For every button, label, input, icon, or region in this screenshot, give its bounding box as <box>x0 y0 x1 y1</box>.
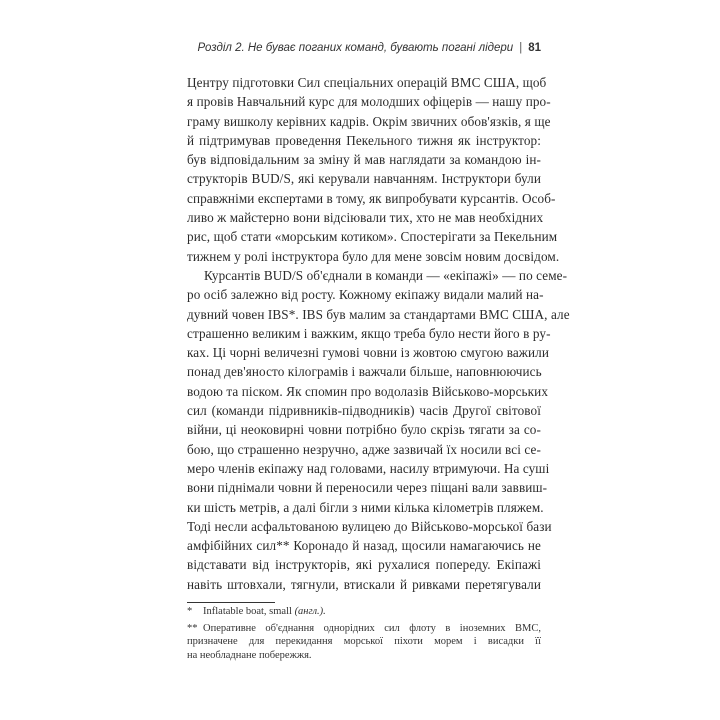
text-line: граму вишколу керівних кадрів. Окрім звичних обов'язків, я ще <box>187 113 551 129</box>
footnote-line: на необладнане побережжя. <box>187 649 312 661</box>
page-number: 81 <box>528 42 541 54</box>
text-line: відставати від інструкторів, які рухалися попереду. Екіпажі <box>187 557 541 573</box>
text-line: ливо ж майстерно вони відсіювали тих, хто не мав необхідних <box>187 210 544 226</box>
text-line: справжніми експертами в тому, як випробувати курсантів. Особ- <box>187 190 556 206</box>
text-line: бою, що страшенно незручно, адже зазвичай їх носили всі се- <box>187 441 541 457</box>
footnote-text: Inflatable boat, small <box>203 606 292 617</box>
text-line: навіть штовхали, тягнули, втискали й ривками перетягували <box>187 576 541 592</box>
header-separator: | <box>519 42 523 54</box>
footnote-divider <box>187 602 275 603</box>
chapter-title: Розділ 2. Не буває поганих команд, бувають погані лідери <box>197 42 514 54</box>
running-header <box>187 42 541 54</box>
footnote-line: призначене для перекидання морської піхоти морем і висадки її <box>187 636 541 648</box>
text-line: ках. Ці чорні величезні гумові човни із жовтою смугою важили <box>187 345 550 361</box>
text-line: водою та піском. Як спомин про водолазів Військово-морських <box>187 383 549 399</box>
text-line: війни, ці неоковирні човни потрібно було скрізь тягати за со- <box>187 422 541 438</box>
text-line: сил (команди підривників-підводників) часів Другої світової <box>187 403 541 419</box>
text-line: меро членів екіпажу над головами, насилу втримуючи. На суші <box>187 460 550 476</box>
footnote-1 <box>187 605 541 618</box>
text-line: ки шість метрів, а далі бігли з ними кілька кілометрів пляжем. <box>187 499 544 515</box>
footnote-mark: * <box>187 606 193 617</box>
text-line: рис, щоб стати «морським котиком». Спостерігати за Пекельним <box>187 229 558 245</box>
text-line: понад дев'яносто кілограмів і важчали більше, наповнюючись <box>187 364 542 380</box>
body-text <box>187 73 570 594</box>
text-line: тижнем у ролі інструктора було для мене зовсім новим досвідом. <box>187 248 560 264</box>
text-line: вони піднімали човни й переносили через піщані вали заввиш- <box>187 480 548 496</box>
text-line: Центру підготовки Сил спеціальних операцій ВМС США, щоб <box>187 75 547 90</box>
footnote-note: (англ.). <box>294 606 326 617</box>
text-line: ро осіб залежно від росту. Кожному екіпажу видали малий на- <box>187 287 544 303</box>
text-line: дувний човен IBS*. IBS був малим за стандартами ВМС США, але <box>187 306 570 322</box>
footnote-line: ** Оперативне об'єднання однорідних сил флоту в іноземних ВМС, <box>187 623 541 634</box>
text-line: Курсантів BUD/S об'єднали в команди — «екіпажі» — по семе- <box>204 267 568 283</box>
text-line: страшенно великим і важким, якщо треба було нести його в ру- <box>187 325 551 341</box>
text-line: й підтримував проведення Пекельного тижня як інструктор: <box>187 132 541 148</box>
text-line: структорів BUD/S, які керували навчанням. Інструктори були <box>187 171 541 187</box>
text-line: був відповідальним за зміну й мав наглядати за командою ін- <box>187 152 541 168</box>
footnote-mark: ** <box>187 623 198 634</box>
footnote-2 <box>187 622 541 662</box>
text-line: амфібійних сил** Коронадо й назад, щосили намагаючись не <box>187 538 541 554</box>
text-line: Тоді несли асфальтованою вулицею до Військово-морської бази <box>187 518 552 534</box>
text-line: я провів Навчальний курс для молодших офіцерів — нашу про- <box>187 94 551 110</box>
